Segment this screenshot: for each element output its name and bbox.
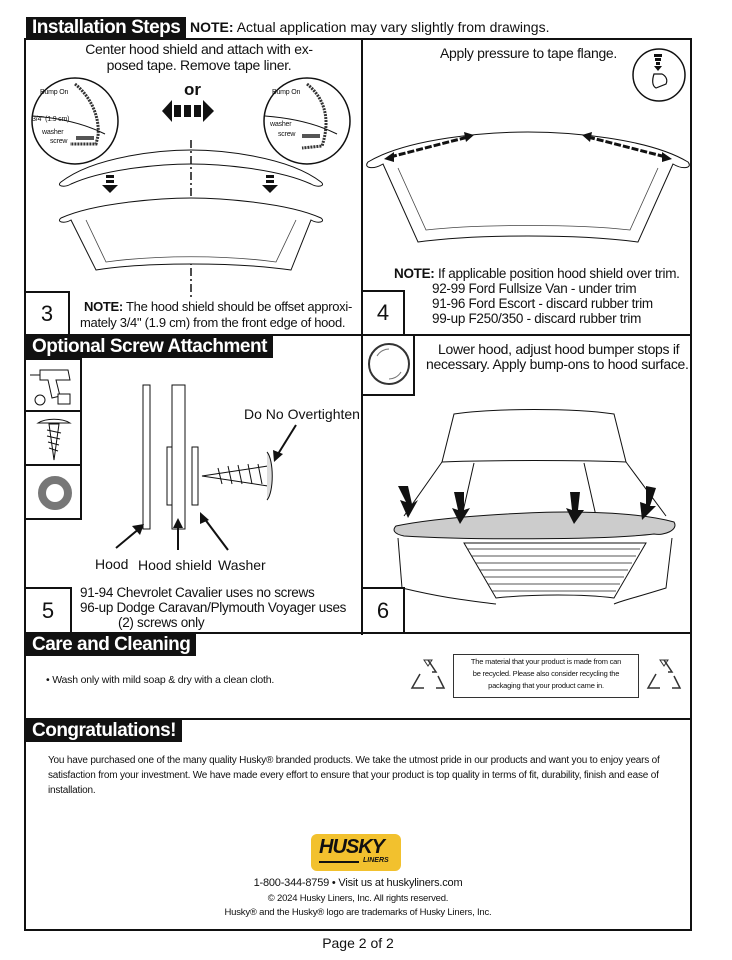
step-4-instruction: Apply pressure to tape flange. (440, 45, 618, 61)
double-arrow-icon (162, 100, 220, 122)
installation-steps-header: Installation Steps (26, 17, 186, 39)
step-4-note-item: 99-up F250/350 - discard rubber trim (432, 311, 642, 326)
congrats-line3: installation. (48, 785, 96, 796)
step-3-instruction-line2: posed tape. Remove tape liner. (106, 57, 292, 73)
copyright: © 2024 Husky Liners, Inc. All rights reserved. (267, 893, 449, 904)
bump-on-icon (367, 342, 411, 386)
header-note-text: Actual application may vary slightly from drawings. (236, 19, 550, 35)
screw-part-box (24, 410, 82, 466)
logo-sub: LINERS (363, 857, 389, 864)
step-3-note-text: The hood shield should be offset approxi- (126, 299, 352, 314)
husky-logo (311, 834, 401, 871)
washer-part-box (24, 464, 82, 520)
or-label: or (184, 80, 201, 99)
recycle-icon-right (646, 658, 682, 692)
step-6-instruction-line2: necessary. Apply bump-ons to hood surface. (426, 356, 689, 372)
hood-shield-drawing (56, 140, 326, 300)
drill-tool-box (24, 358, 82, 412)
step-6-number: 6 (361, 587, 405, 634)
bullet: • (46, 674, 50, 686)
step-4-note-text: If applicable position hood shield over trim. (437, 266, 680, 281)
congratulations-header: Congratulations! (26, 720, 182, 742)
step-5-note-item: (2) screws only (118, 615, 205, 630)
step-3-note-label: NOTE: (84, 299, 123, 314)
contact-info: 1-800-344-8759 • Visit us at huskyliners.com (253, 877, 463, 889)
step-3-note-line1 (84, 299, 352, 314)
congrats-line1: You have purchased one of the many quality Husky® branded products. We take the utmost pride in our products and want you to enjoy years of (48, 755, 660, 766)
header-note-label: NOTE: (190, 19, 234, 35)
step-6-instruction-line1: Lower hood, adjust hood bumper stops if (438, 341, 680, 357)
recycle-line3: packaging that your product came in. (488, 681, 604, 690)
step-5-note-item: 96-up Dodge Caravan/Plymouth Voyager uses (80, 600, 347, 615)
recycle-icon-left (410, 658, 446, 692)
screw-icon (36, 418, 72, 462)
bump-on-box (361, 334, 415, 396)
page-number: Page 2 of 2 (322, 935, 394, 951)
step-4-note-label: NOTE: (394, 266, 435, 281)
care-item (46, 673, 274, 687)
optional-screw-attachment-header: Optional Screw Attachment (26, 336, 273, 358)
hood-label: Hood (95, 556, 129, 572)
left-washer-label: washer (42, 129, 64, 136)
logo-main: HUSKY (319, 836, 385, 858)
overtighten-warning: Do No Overtighten (244, 406, 360, 422)
hood-pressure-drawing (368, 120, 688, 250)
step-4-note-item: 91-96 Ford Escort - discard rubber trim (432, 296, 653, 311)
truck-front-drawing (384, 408, 684, 608)
logo-rule (319, 861, 359, 863)
trademark: Husky® and the Husky® logo are trademarks of Husky Liners, Inc. (224, 907, 492, 918)
step-3-note-line2: mately 3/4" (1.9 cm) from the front edge of hood. (80, 315, 346, 330)
right-bump-on-label: Bump On (272, 89, 301, 96)
congrats-line2: satisfaction from your investment. We have made every effort to ensure that your product is top quality in terms of fit, durability, finish and ease of (48, 770, 659, 781)
washer-label: Washer (218, 557, 266, 573)
header-note (190, 19, 549, 35)
care-and-cleaning-header: Care and Cleaning (26, 634, 196, 656)
hood-shield-label: Hood shield (138, 557, 212, 573)
step-4-note-item: 92-99 Ford Fullsize Van - under trim (432, 281, 637, 296)
left-screw-label: screw (50, 138, 68, 145)
step-3-instruction-line1: Center hood shield and attach with ex- (85, 41, 313, 57)
step-4-number: 4 (361, 290, 405, 336)
right-washer-label: washer (270, 121, 292, 128)
step-4-note-line1 (394, 266, 680, 281)
label-arrows (110, 510, 270, 560)
step-5-number: 5 (24, 587, 72, 634)
left-offset-label: 3/4" (1.9 cm) (32, 116, 70, 123)
step-5-note-item: 91-94 Chevrolet Cavalier uses no screws (80, 585, 315, 600)
right-screw-label: screw (278, 131, 296, 138)
washer-icon (38, 476, 72, 510)
recycle-line1: The material that your product is made from can (470, 657, 622, 666)
recycle-line2: be recycled. Please also consider recycling the (472, 669, 620, 678)
press-hand-icon (632, 48, 688, 104)
step-3-number: 3 (24, 291, 70, 336)
left-bump-on-label: Bump On (40, 89, 69, 96)
drill-icon (30, 364, 78, 408)
care-item-text: Wash only with mild soap & dry with a clean cloth. (52, 674, 275, 686)
